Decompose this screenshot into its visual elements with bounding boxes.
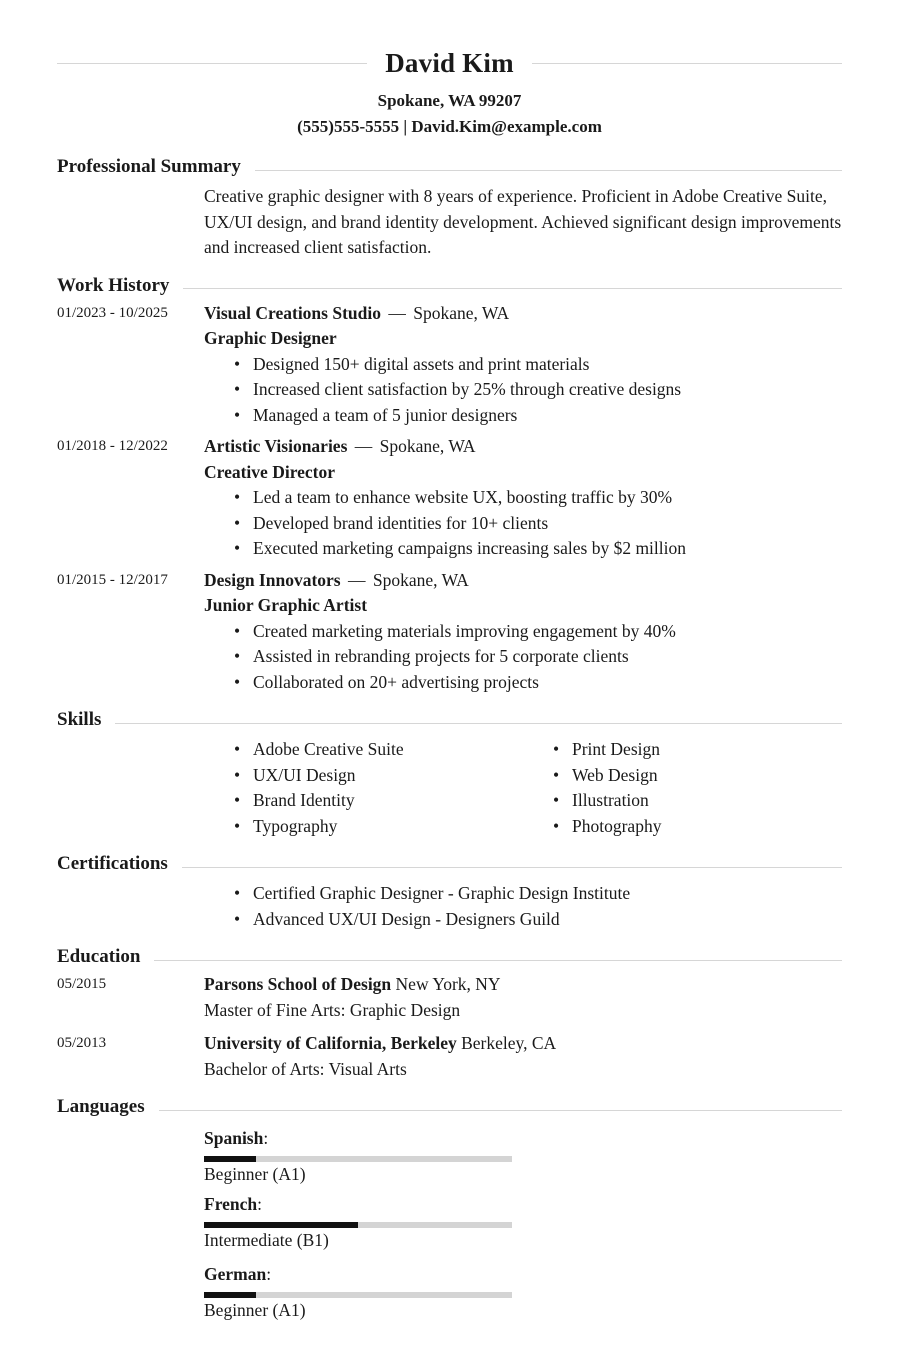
job-details (204, 434, 842, 562)
resume-header (57, 48, 842, 140)
section-header (57, 273, 842, 299)
job-dash: — (383, 302, 411, 323)
language-item (204, 1262, 535, 1322)
job-details (204, 568, 842, 696)
section-title: Certifications (57, 853, 168, 874)
job-bullet: • Designed 150+ digital assets and print materials (234, 352, 842, 378)
language-name: German (204, 1264, 267, 1284)
language-proficiency-fill (204, 1156, 256, 1162)
section-title: Skills (57, 709, 102, 730)
section-divider (183, 288, 842, 289)
job-bullet: • Developed brand identities for 10+ clients (234, 511, 842, 537)
work-history-section (57, 273, 842, 696)
skill-item: • UX/UI Design (234, 763, 523, 789)
job-bullets (204, 352, 842, 429)
name-row (57, 48, 842, 79)
education-degree: Master of Fine Arts: Graphic Design (204, 999, 461, 1020)
section-header (57, 707, 842, 733)
header-divider-left (57, 63, 367, 64)
header-divider-right (532, 63, 842, 64)
language-colon: : (266, 1264, 272, 1284)
resume-page (57, 48, 842, 1322)
job-role: Junior Graphic Artist (204, 595, 368, 615)
job-location: Spokane, WA (413, 302, 510, 323)
language-name: French (204, 1194, 258, 1214)
education-list (57, 972, 842, 1082)
certifications-list (204, 881, 842, 932)
education-school-line (204, 1031, 842, 1057)
job-company-line (204, 568, 842, 594)
language-name-line (204, 1192, 535, 1216)
language-colon: : (263, 1128, 269, 1148)
language-proficiency-bar (204, 1222, 512, 1228)
language-proficiency-bar (204, 1292, 512, 1298)
job-company: Design Innovators (204, 569, 341, 590)
section-divider (115, 723, 842, 724)
job-bullets (204, 485, 842, 562)
job-details (204, 301, 842, 429)
job-dates: 01/2018 - 12/2022 (57, 438, 168, 454)
job-bullet: • Led a team to enhance website UX, boosting traffic by 30% (234, 485, 842, 511)
job-dash: — (350, 436, 377, 456)
certification-item: • Certified Graphic Designer - Graphic Design Institute (234, 881, 842, 907)
section-header (57, 851, 842, 877)
education-details (204, 1031, 842, 1082)
skills-column-right (523, 737, 842, 839)
education-location: New York, NY (395, 974, 501, 994)
section-divider (182, 867, 842, 868)
education-date: 05/2013 (57, 1035, 107, 1051)
job-company-line (204, 434, 842, 460)
contact-block (57, 88, 842, 140)
skill-item: • Photography (553, 814, 842, 840)
skill-item: • Adobe Creative Suite (234, 737, 523, 763)
language-level: Beginner (A1) (204, 1300, 306, 1320)
section-header (57, 154, 842, 180)
language-level: Intermediate (B1) (204, 1230, 329, 1250)
certification-item: • Advanced UX/UI Design - Designers Guild (234, 907, 842, 933)
summary-section (57, 154, 842, 261)
section-title: Professional Summary (57, 156, 241, 177)
job-list (57, 301, 842, 696)
job-entry (57, 568, 842, 696)
location-line: Spokane, WA 99207 (377, 91, 522, 110)
section-title: Education (57, 946, 141, 967)
job-dash: — (343, 569, 370, 590)
skill-item: • Print Design (553, 737, 842, 763)
job-entry (57, 301, 842, 429)
job-role: Creative Director (204, 461, 336, 482)
job-bullet: • Managed a team of 5 junior designers (234, 403, 842, 429)
contact-line: (555)555-5555 | David.Kim@example.com (297, 117, 602, 136)
job-location: Spokane, WA (372, 569, 469, 590)
language-proficiency-bar (204, 1156, 512, 1162)
summary-text: Creative graphic designer with 8 years of experience. Proficient in Adobe Creative Suite, UX/UI design, and brand identity development. Achieved significant design improvements and increased client satisfaction. (204, 186, 842, 257)
section-divider (255, 170, 842, 171)
job-bullet: • Assisted in rebranding projects for 5 corporate clients (234, 644, 842, 670)
education-date: 05/2015 (57, 976, 107, 992)
education-entry (57, 972, 842, 1023)
certifications-section (57, 851, 842, 932)
job-location: Spokane, WA (379, 436, 476, 456)
job-bullets (204, 619, 842, 696)
language-name-line (204, 1262, 535, 1286)
job-role: Graphic Designer (204, 328, 337, 348)
languages-grid (204, 1120, 842, 1322)
skill-item: • Web Design (553, 763, 842, 789)
job-bullet: • Created marketing materials improving engagement by 40% (234, 619, 842, 645)
job-entry (57, 434, 842, 562)
section-title: Work History (57, 274, 170, 296)
language-item (204, 1126, 535, 1186)
education-school: Parsons School of Design (204, 974, 392, 994)
skills-column-left (204, 737, 523, 839)
job-company: Artistic Visionaries (204, 436, 348, 456)
education-degree: Bachelor of Arts: Visual Arts (204, 1058, 407, 1079)
language-item (204, 1192, 535, 1252)
job-dates: 01/2015 - 12/2017 (57, 571, 168, 588)
job-company-line (204, 301, 842, 327)
education-details (204, 972, 842, 1023)
education-entry (57, 1031, 842, 1082)
section-header (57, 944, 842, 970)
section-header (57, 1094, 842, 1120)
job-bullet: • Increased client satisfaction by 25% through creative designs (234, 377, 842, 403)
skill-item: • Illustration (553, 788, 842, 814)
section-divider (159, 1110, 842, 1111)
language-name-line (204, 1126, 535, 1150)
languages-section (57, 1094, 842, 1322)
section-divider (154, 960, 842, 961)
skill-item: • Typography (234, 814, 523, 840)
job-bullet: • Executed marketing campaigns increasing sales by $2 million (234, 536, 842, 562)
job-dates: 01/2023 - 10/2025 (57, 304, 168, 321)
job-bullet: • Collaborated on 20+ advertising projects (234, 670, 842, 696)
skills-grid (204, 737, 842, 839)
language-proficiency-fill (204, 1222, 358, 1228)
section-title: Languages (57, 1096, 145, 1117)
candidate-name: David Kim (385, 48, 514, 78)
education-location: Berkeley, CA (461, 1033, 557, 1053)
skills-section (57, 707, 842, 839)
skill-item: • Brand Identity (234, 788, 523, 814)
job-company: Visual Creations Studio (204, 302, 381, 323)
language-name: Spanish (204, 1128, 264, 1148)
education-school: University of California, Berkeley (204, 1033, 457, 1053)
education-school-line (204, 972, 842, 998)
language-level: Beginner (A1) (204, 1164, 306, 1184)
education-section (57, 944, 842, 1082)
language-proficiency-fill (204, 1292, 256, 1298)
certifications-body (204, 881, 842, 932)
language-colon: : (257, 1194, 263, 1214)
